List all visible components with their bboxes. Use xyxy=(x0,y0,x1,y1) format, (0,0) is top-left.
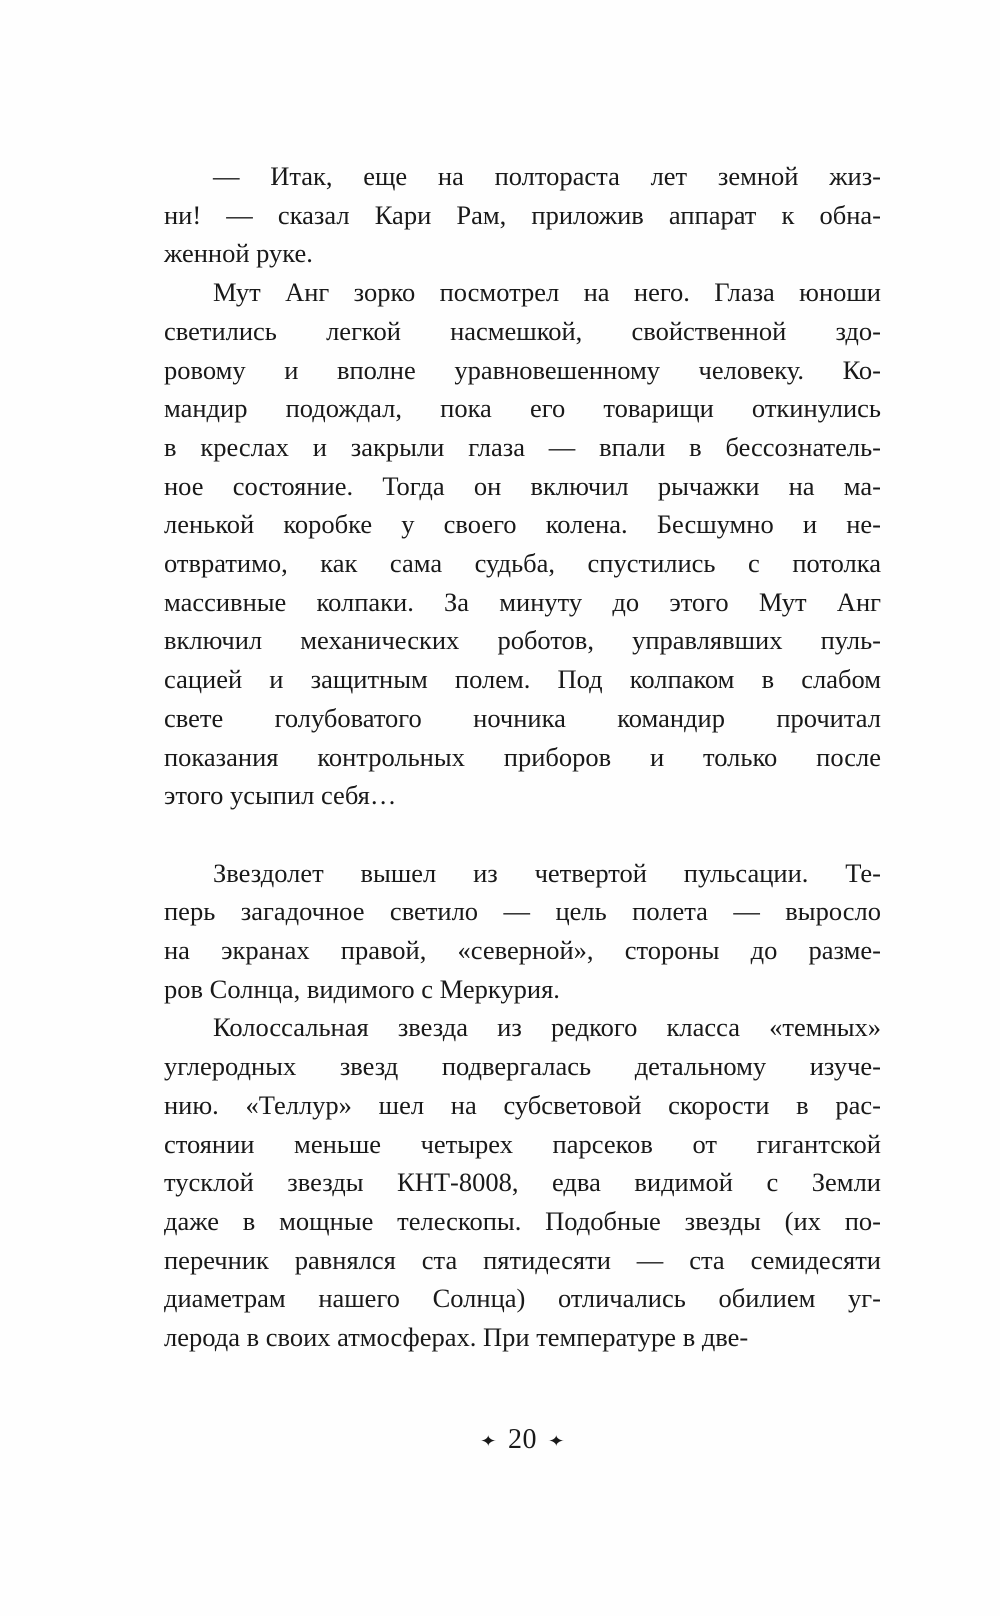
text-line: ное состояние. Тогда он включил рычажки на ма- xyxy=(164,470,881,501)
text-line: даже в мощные телескопы. Подобные звезды (их по- xyxy=(164,1205,881,1236)
paragraph xyxy=(164,157,881,273)
text-line: углеродных звезд подвергалась детальному изуче- xyxy=(164,1051,881,1082)
text-line: — Итак, еще на полтораста лет земной жиз- xyxy=(213,161,881,191)
text-line: свете голубоватого ночника командир прочитал xyxy=(164,702,881,733)
paragraph xyxy=(164,854,881,1009)
paragraph xyxy=(164,273,881,815)
diamond-ornament-right-icon: ✦ xyxy=(547,1432,566,1450)
paragraph xyxy=(164,1008,881,1356)
page-number: 20 xyxy=(508,1424,537,1455)
text-line: светились легкой насмешкой, свойственной здо- xyxy=(164,315,881,346)
text-line: перечник равнялся ста пятидесяти — ста семидесяти xyxy=(164,1244,881,1275)
text-line: ровому и вполне уравновешенному человеку. Ко- xyxy=(164,354,881,385)
text-line: массивные колпаки. За минуту до этого Мут Анг xyxy=(164,586,881,617)
text-line: Колоссальная звезда из редкого класса «темных» xyxy=(213,1012,881,1043)
text-line: перь загадочное светило — цель полета — выросло xyxy=(164,896,881,927)
text-line: сацией и защитным полем. Под колпаком в слабом xyxy=(164,664,881,695)
text-line: стоянии меньше четырех парсеков от гигантской xyxy=(164,1128,881,1159)
text-line: диаметрам нашего Солнца) отличались обилием уг- xyxy=(164,1283,881,1314)
text-line: мандир подождал, пока его товарищи откинулись xyxy=(164,393,881,424)
text-line: ленькой коробке у своего колена. Бесшумно и не- xyxy=(164,509,881,540)
text-line: нию. «Теллур» шел на субсветовой скорости в рас- xyxy=(164,1089,881,1120)
text-line: в креслах и закрыли глаза — впали в бессознатель- xyxy=(164,431,881,462)
text-line: показания контрольных приборов и только после xyxy=(164,741,881,772)
text-block xyxy=(164,157,881,1357)
text-line: включил механических роботов, управлявших пуль- xyxy=(164,625,881,656)
text-line: Звездолет вышел из четвертой пульсации. Те- xyxy=(213,857,881,888)
text-line: отвратимо, как сама судьба, спустились с потолка xyxy=(164,548,881,579)
page-footer xyxy=(164,1424,881,1456)
text-line: женной руке. xyxy=(164,238,313,269)
text-line: ров Солнца, видимого с Меркурия. xyxy=(164,973,560,1004)
text-line: Мут Анг зорко посмотрел на него. Глаза юноши xyxy=(213,277,881,308)
text-line: на экранах правой, «северной», стороны до разме- xyxy=(164,935,881,966)
text-line: этого усыпил себя… xyxy=(164,780,397,811)
diamond-ornament-left-icon: ✦ xyxy=(479,1432,498,1450)
section-break xyxy=(164,815,881,854)
text-line: тусклой звезды КНТ-8008, едва видимой с Земли xyxy=(164,1167,881,1198)
text-line: лерода в своих атмосферах. При температуре в две- xyxy=(164,1322,749,1353)
text-line: ни! — сказал Кари Рам, приложив аппарат к обна- xyxy=(164,199,881,230)
